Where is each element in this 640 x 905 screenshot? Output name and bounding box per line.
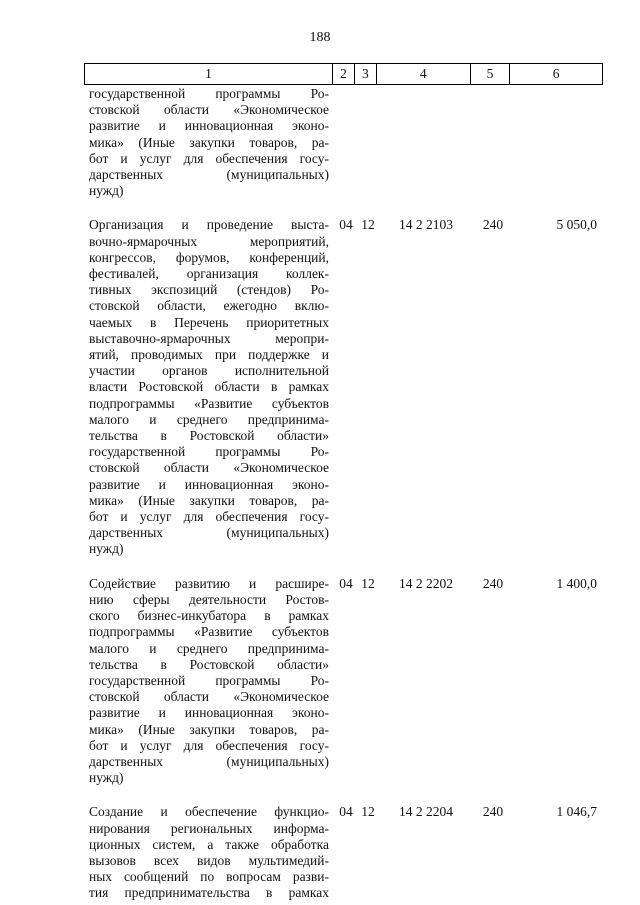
text-line: малого и среднего предпринима- [89, 411, 329, 427]
text-line: стовской области «Экономическое [89, 689, 329, 705]
text-line: конгрессов, форумов, конференций, [89, 249, 329, 265]
column-header-4: 4 [377, 64, 471, 84]
text-line: тия предпринимательства в рамках [89, 885, 329, 901]
column-header-1: 1 [85, 64, 333, 84]
text-line: вызовов всех видов мультимедий- [89, 852, 329, 868]
subsection-code: 12 [361, 575, 375, 591]
section-code: 04 [339, 804, 353, 820]
section-code: 04 [339, 575, 353, 591]
table-row [84, 217, 603, 557]
subsection-code: 12 [361, 217, 375, 233]
target-article-code: 14 2 2103 [399, 217, 453, 233]
table-row [84, 804, 603, 901]
text-line: участии органов исполнительной [89, 363, 329, 379]
text-line: вочно-ярмарочных мероприятий, [89, 233, 329, 249]
row-description [84, 86, 329, 199]
text-line: бот и услуг для обеспечения госу- [89, 737, 329, 753]
row-description [84, 217, 329, 557]
column-header-6: 6 [552, 66, 560, 81]
page-number: 188 [309, 30, 331, 45]
column-header-5: 5 [471, 64, 511, 84]
text-line: нию сферы деятельности Ростов- [89, 591, 329, 607]
text-line: тельства в Ростовской области» [89, 428, 329, 444]
text-line: Содействие развитию и расшире- [89, 575, 329, 591]
text-line: бот и услуг для обеспечения госу- [89, 150, 329, 166]
text-line: ционных систем, а также обработка [89, 836, 329, 852]
text-line: тивных экспозиций (стендов) Ро- [89, 282, 329, 298]
text-line: развитие и инновационная эконо- [89, 118, 329, 134]
text-line: тельства в Ростовской области» [89, 656, 329, 672]
target-article-code: 14 2 2204 [399, 804, 453, 820]
table-body [84, 86, 603, 902]
text-line: фестивалей, организация коллек- [89, 266, 329, 282]
text-line: мика» (Иные закупки товаров, ра- [89, 134, 329, 150]
text-line: государственной программы Ро- [89, 672, 329, 688]
text-line: мика» (Иные закупки товаров, ра- [89, 492, 329, 508]
row-description [84, 804, 329, 901]
text-line: Создание и обеспечение функцио- [89, 804, 329, 820]
text-line: дарственных (муниципальных) [89, 753, 329, 769]
expense-type-code: 240 [482, 217, 504, 233]
text-line: малого и среднего предпринима- [89, 640, 329, 656]
text-line: власти Ростовской области в рамках [89, 379, 329, 395]
text-line: ского бизнес-инкубатора в рамках [89, 608, 329, 624]
table-row [84, 576, 603, 787]
text-line: ных сообщений по вопросам разви- [89, 869, 329, 885]
expense-type-code: 240 [482, 575, 504, 591]
text-line: подпрограммы «Развитие субъектов [89, 624, 329, 640]
subsection-code: 12 [361, 804, 375, 820]
text-line: развитие и инновационная эконо- [89, 705, 329, 721]
text-line: выставочно-ярмарочных меропри- [89, 330, 329, 346]
text-line: развитие и инновационная эконо- [89, 476, 329, 492]
text-line: нужд) [89, 770, 124, 786]
expense-type-code: 240 [482, 804, 504, 820]
text-line: стовской области «Экономическое [89, 102, 329, 118]
text-line: дарственных (муниципальных) [89, 167, 329, 183]
amount: 1 046,7 [556, 804, 597, 820]
section-code: 04 [339, 217, 353, 233]
text-line: мика» (Иные закупки товаров, ра- [89, 721, 329, 737]
text-line: нужд) [89, 183, 124, 199]
column-header-2: 2 [333, 64, 355, 84]
text-line: стовской области, ежегодно вклю- [89, 298, 329, 314]
column-header-3: 3 [355, 64, 377, 84]
table-header [84, 63, 603, 85]
text-line: стовской области «Экономическое [89, 460, 329, 476]
text-line: дарственных (муниципальных) [89, 525, 329, 541]
text-line: нужд) [89, 541, 124, 557]
amount: 1 400,0 [556, 575, 597, 591]
text-line: ятий, проводимых при поддержке и [89, 347, 329, 363]
table-row-continuation [84, 86, 603, 199]
text-line: бот и услуг для обеспечения госу- [89, 509, 329, 525]
target-article-code: 14 2 2202 [399, 575, 453, 591]
text-line: государственной программы Ро- [89, 86, 329, 101]
text-line: Организация и проведение выста- [89, 217, 329, 233]
row-description [84, 576, 329, 787]
text-line: нирования региональных информа- [89, 820, 329, 836]
amount: 5 050,0 [556, 217, 597, 233]
text-line: чаемых в Перечень приоритетных [89, 314, 329, 330]
text-line: государственной программы Ро- [89, 444, 329, 460]
text-line: подпрограммы «Развитие субъектов [89, 395, 329, 411]
